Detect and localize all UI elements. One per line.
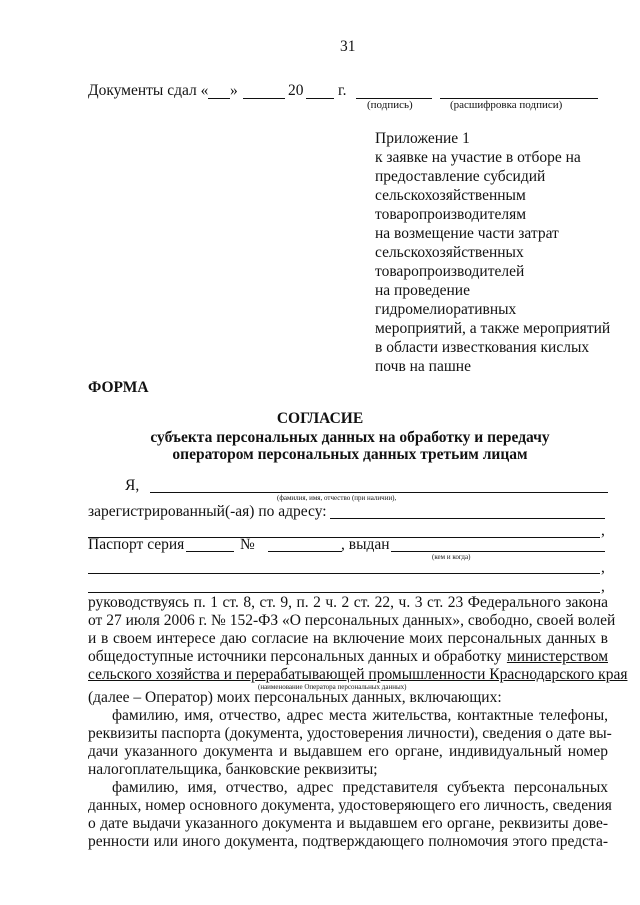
body-p2-line-3: дачи указанного документа и выдавшем его органе, индивидуальный номер: [88, 743, 608, 760]
operator-caption: (наименование Оператора персональных данных): [258, 683, 407, 691]
appendix-line: в области известкования кислых: [375, 339, 590, 356]
passport-number-label: №: [240, 536, 255, 553]
appendix-line: к заявке на участие в отборе на: [375, 149, 581, 166]
appendix-line: на проведение: [375, 282, 470, 299]
body-p1-line-1: руководствуясь п. 1 ст. 8, ст. 9, п. 2 ч. 2 ст. 22, ч. 3 ст. 23 Федерального закона: [88, 594, 608, 611]
body-p2-line-1: фамилию, имя, отчество, адрес места жительства, контактные телефоны,: [112, 707, 608, 724]
page-number: 31: [340, 38, 356, 55]
issued-input-line[interactable]: [391, 551, 605, 552]
i-label: Я,: [125, 477, 140, 494]
appendix-line: мероприятий, а также мероприятий: [375, 320, 611, 337]
day-blank: [208, 98, 230, 99]
sign-caption: (подпись): [367, 99, 413, 111]
appendix-line: почв на пашне: [375, 358, 471, 375]
submitted-prefix: Документы сдал «: [88, 82, 209, 99]
operator-name-part-2: сельского хозяйства и перерабатывающей промышленности Краснодарского края: [88, 666, 628, 683]
body-p3-line-1: фамилию, имя, отчество, адрес представителя субъекта персональных: [112, 779, 608, 796]
issued-label: , выдан: [341, 536, 390, 553]
body-p1-line-2: от 27 июля 2006 г. № 152-ФЗ «О персональных данных», свободно, своей волей: [88, 612, 616, 629]
appendix-line: предоставление субсидий: [375, 168, 546, 185]
body-p3-line-4: ренности или иного документа, подтверждающего полномочия этого предста-: [88, 833, 608, 850]
consent-title: СОГЛАСИЕ: [276, 410, 364, 427]
body-p1-line-3: и в своем интересе даю согласие на включение моих персональных данных в: [88, 630, 608, 647]
month-blank: [243, 98, 285, 99]
consent-subtitle-1: субъекта персональных данных на обработку и передачу: [150, 429, 550, 446]
body-p1-line-4: [88, 648, 608, 666]
year-blank: [306, 98, 334, 99]
appendix-line: на возмещение части затрат: [375, 225, 559, 242]
appendix-line: гидромелиоративных: [375, 301, 517, 318]
appendix-line: Приложение 1: [375, 130, 470, 147]
passport-number-line[interactable]: [268, 551, 342, 552]
submitted-year-suffix: г.: [338, 82, 347, 99]
body-p3-line-3: о дате выдачи указанного документа и выдавшем его органе, реквизиты дове-: [88, 815, 608, 832]
form-label: ФОРМА: [88, 379, 149, 396]
body-p1-line-4-text: общедоступные источники персональных данных и обработку: [88, 648, 502, 665]
address-comma: ,: [601, 522, 605, 539]
decode-caption: (расшифровка подписи): [450, 99, 563, 111]
fio-caption: (фамилия, имя, отчество (при наличии),: [277, 494, 397, 502]
body-p2-line-2: реквизиты паспорта (документа, удостоверения личности), сведения о дате вы-: [88, 725, 612, 742]
body-p1-end: (далее – Оператор) моих персональных данных, включающих:: [88, 689, 502, 706]
address-label: зарегистрированный(-ая) по адресу:: [88, 503, 327, 520]
passport-label: Паспорт серия: [88, 536, 185, 553]
issued-input-line-2[interactable]: [88, 573, 600, 574]
operator-name-part-1: министерством: [506, 648, 608, 665]
fio-input-line[interactable]: [150, 492, 608, 493]
body-p2-end: налогоплательщика, банковские реквизиты;: [88, 761, 378, 778]
passport-series-line[interactable]: [186, 551, 234, 552]
issued-comma-1: ,: [601, 559, 605, 576]
issued-caption: (кем и когда): [432, 553, 471, 561]
issued-input-line-3[interactable]: [88, 592, 600, 593]
appendix-line: товаропроизводителей: [375, 263, 525, 280]
submitted-year: 20: [288, 82, 304, 99]
appendix-line: сельскохозяйственным: [375, 187, 526, 204]
consent-subtitle-2: оператором персональных данных третьим лицам: [172, 446, 528, 463]
submitted-quote-close: »: [230, 82, 238, 99]
body-p3-line-2: данных, номер основного документа, удостоверяющего его личность, сведения: [88, 797, 612, 814]
appendix-line: сельскохозяйственных: [375, 244, 524, 261]
issued-comma-2: ,: [601, 578, 605, 595]
address-input-line-1[interactable]: [330, 518, 605, 519]
appendix-line: товаропроизводителям: [375, 206, 527, 223]
